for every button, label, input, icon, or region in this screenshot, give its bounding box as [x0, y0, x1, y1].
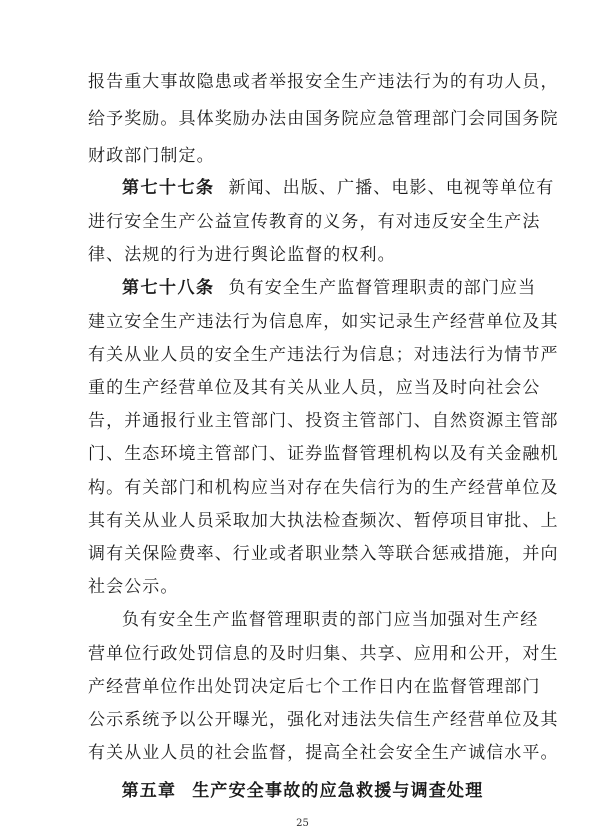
- text-segment: 新闻、出版、广播、电影、电视等单位有: [228, 178, 555, 198]
- text-line: 公示系统予以公开曝光，强化对违法失信生产经营单位及其: [88, 710, 559, 730]
- text-line: 财政部门制定。: [88, 146, 215, 166]
- article-number: 第七十八条: [122, 278, 215, 298]
- chapter-title: 生产安全事故的应急救援与调查处理: [192, 781, 484, 801]
- text-line: 报告重大事故隐患或者举报安全生产违法行为的有功人员，: [88, 72, 559, 92]
- text-line: 产经营单位作出处罚决定后七个工作日内在监督管理部门: [88, 677, 541, 697]
- article-77-first-line: [122, 178, 555, 198]
- text-line: 负有安全生产监督管理职责的部门应当加强对生产经: [122, 610, 539, 630]
- text-line: 进行安全生产公益宣传教育的义务，有对违反安全生产法: [88, 212, 541, 232]
- text-line: 建立安全生产违法行为信息库，如实记录生产经营单位及其: [88, 312, 559, 332]
- text-line: 营单位行政处罚信息的及时归集、共享、应用和公开，对生: [88, 644, 559, 664]
- text-line: 有关从业人员的安全生产违法行为信息；对违法行为情节严: [88, 345, 559, 365]
- text-line: 有关从业人员的社会监督，提高全社会安全生产诚信水平。: [88, 743, 559, 763]
- text-line: 社会公示。: [88, 577, 179, 597]
- text-line: 给予奖励。具体奖励办法由国务院应急管理部门会同国务院: [88, 109, 559, 129]
- text-line: 其有关从业人员采取加大执法检查频次、暂停项目审批、上: [88, 511, 559, 531]
- text-line: 律、法规的行为进行舆论监督的权利。: [88, 245, 396, 265]
- chapter-heading: [0, 776, 605, 801]
- text-line: 构。有关部门和机构应当对存在失信行为的生产经营单位及: [88, 478, 559, 498]
- text-line: 告，并通报行业主管部门、投资主管部门、自然资源主管部: [88, 411, 559, 431]
- page-number: 25: [296, 818, 309, 829]
- text-segment: 负有安全生产监督管理职责的部门应当: [228, 278, 537, 298]
- text-line: 调有关保险费率、行业或者职业禁入等联合惩戒措施，并向: [88, 544, 559, 564]
- chapter-number: 第五章: [121, 781, 177, 801]
- article-number: 第七十七条: [122, 178, 215, 198]
- article-78-first-line: [122, 278, 552, 298]
- text-line: 门、生态环境主管部门、证券监督管理机构以及有关金融机: [88, 444, 559, 464]
- text-line: 重的生产经营单位及其有关从业人员，应当及时向社会公: [88, 378, 541, 398]
